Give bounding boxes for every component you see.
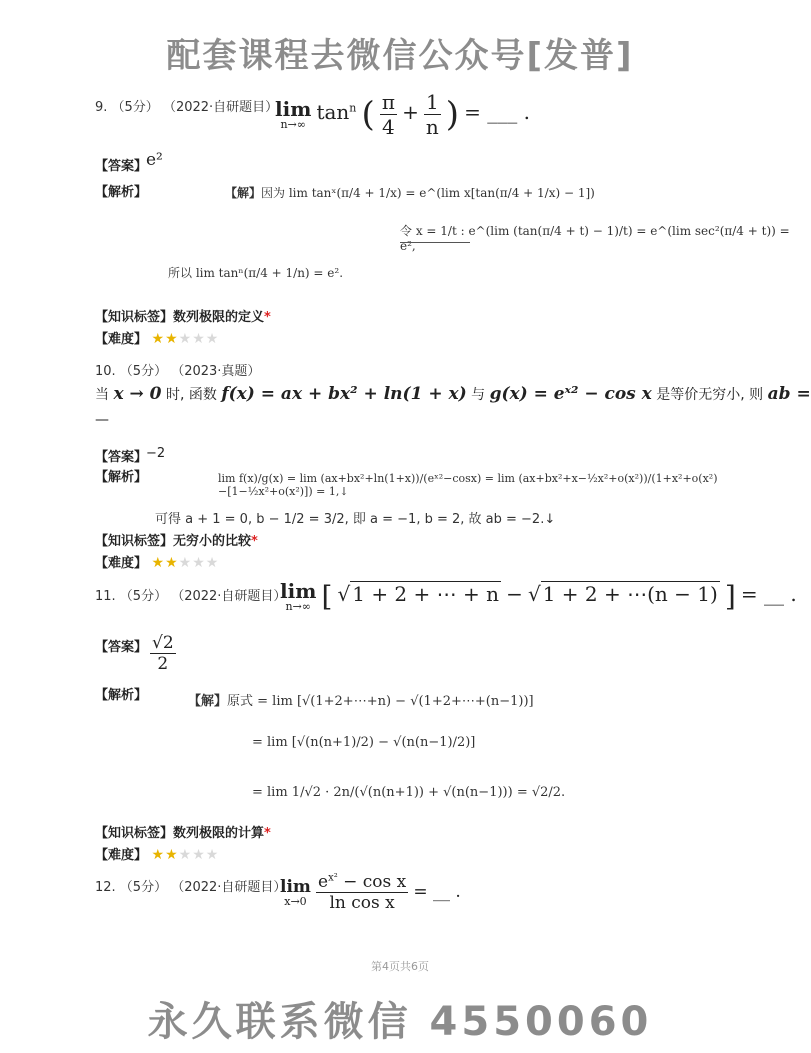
q11-difficulty-label: 【难度】 [95,848,148,863]
q10-stem-text-e: 与 [471,387,486,403]
q10-stem-math-b: x → 0 [113,384,162,404]
q9-difficulty [95,328,219,347]
star-icon: ★ [178,847,193,863]
q9-sol-line3: 所以 lim tanⁿ(π/4 + 1/n) = e². [168,266,344,280]
star-icon: ★ [165,847,179,863]
q9-difficulty-label: 【难度】 [95,332,148,347]
lim-operator: lim n→∞ [275,97,312,131]
q11-stem: lim n→∞ [ √ 1 + 2 + ⋯ + n − √ 1 + 2 + ⋯(n − 1) ] = __ . [280,579,797,613]
q9-solution [225,184,595,201]
q10-stem-text-a: 当 [95,387,109,403]
q9-sol-line1: 因为 lim tanˣ(π/4 + 1/x) = e^(lim x[tan(π/4 + 1/x) − 1]) [261,186,595,200]
star-icon: ★ [178,331,193,347]
q10-knowledge: 【知识标签】无穷小的比较* [95,534,258,549]
star-icon: ★ [165,331,179,347]
star-icon: ★ [192,555,206,571]
q11-header: 11. （5分） （2022·自研题目） [95,589,287,604]
q9-sol-line2: 令 x = 1/t : e^(lim (tan(π/4 + t) − 1)/t) = e^(lim sec²(π/4 + t)) = e², [400,224,790,253]
q11-sol-line3: = lim 1/√2 · 2n/(√(n(n+1)) + √(n(n−1))) = √2/2. [252,785,566,800]
q10-knowledge-label: 【知识标签】 [95,534,174,549]
q9-answer-label: 【答案】 [95,159,148,174]
q11-analysis-label: 【解析】 [95,688,148,703]
star-icon: ★ [205,847,220,863]
q11-solution-tag: 【解】 [188,694,228,709]
q10-sol-line1: lim f(x)/g(x) = lim (ax+bx²+ln(1+x))/(eˣ²−cosx) = lim (ax+bx²+x−½x²+o(x²))/(1+x²+o(x²)−[1−½x²+o(x²)]) = 1,↓ [218,472,718,498]
q9-analysis-label: 【解析】 [95,185,148,200]
q10-knowledge-value: 无穷小的比较 [173,534,252,549]
q9-header: 9. （5分） （2022·自研题目） [95,100,279,115]
q9-knowledge-value: 数列极限的定义 [173,310,265,325]
watermark-bottom: 永久联系微信 4550060 [147,999,653,1045]
q10-difficulty-stars [152,555,220,571]
q9-substitution-rule [400,242,470,243]
q11-knowledge: 【知识标签】数列极限的计算* [95,826,271,841]
q9-solution-tag: 【解】 [225,186,262,200]
q10-answer: −2 [146,446,166,461]
star-icon: ★ [192,331,206,347]
q10-difficulty [95,552,219,571]
q11-knowledge-value: 数列极限的计算 [173,826,265,841]
q9-answer: e² [146,150,163,170]
q10-answer-label: 【答案】 [95,450,148,465]
q11-answer-fraction: $\frac{√2}{2}$ [152,633,174,674]
star-icon: ★ [151,555,166,571]
q10-sol-line2: 可得 a + 1 = 0, b − 1/2 = 3/2, 即 a = −1, b = 2, 故 ab = −2.↓ [155,512,556,527]
q12-header: 12. （5分） （2022·自研题目） [95,880,287,895]
q9-knowledge-label: 【知识标签】 [95,310,174,325]
q11-answer [150,633,176,674]
star-icon: ★ [151,331,166,347]
star-icon: ★ [165,555,179,571]
star-icon: ★ [205,555,220,571]
star-icon: ★ [178,555,193,571]
q10-stem [95,384,811,404]
q9-knowledge: 【知识标签】数列极限的定义* [95,310,271,325]
q11-sol-line2: = lim [√(n(n+1)/2) − √(n(n−1)/2)] [252,735,476,750]
q10-stem-text-g: 是等价无穷小, 则 [656,387,764,403]
q11-knowledge-label: 【知识标签】 [95,826,174,841]
q10-difficulty-label: 【难度】 [95,556,148,571]
q9-stem: lim n→∞ $\tan^n$ ( $\frac{\pi}{4}$ + $\frac{1}{n}$ ) = ___ . [275,90,530,139]
watermark-top: 配套课程去微信公众号[发普] [166,36,634,76]
q10-stem-math-f: g(x) = eˣ² − cos x [489,384,652,404]
q10-stem-math-d: f(x) = ax + bx² + ln(1 + x) [221,384,467,404]
q10-header: 10. （5分） （2023·真题） [95,364,261,379]
star-icon: ★ [192,847,206,863]
q11-answer-label: 【答案】 [95,640,148,655]
star-icon: ★ [205,331,220,347]
q11-solution [188,690,534,709]
q10-analysis-label: 【解析】 [95,470,148,485]
q9-difficulty-stars [152,331,220,347]
page-number: 第4页共6页 [371,960,429,973]
q10-stem-text-c: 时, 函数 [165,387,217,403]
q10-blank: — [95,412,109,428]
q10-stem-math-h: ab = [767,384,811,404]
star-icon: ★ [151,847,166,863]
q11-difficulty [95,844,219,863]
q12-stem: lim x→0 $\frac{e^{x^2} - \cos x}{\text{ln cos x}}$ = __ . [280,872,461,913]
q11-sol-line1: 原式 = lim [√(1+2+⋯+n) − √(1+2+⋯+(n−1))] [227,694,534,709]
q11-difficulty-stars [152,847,220,863]
